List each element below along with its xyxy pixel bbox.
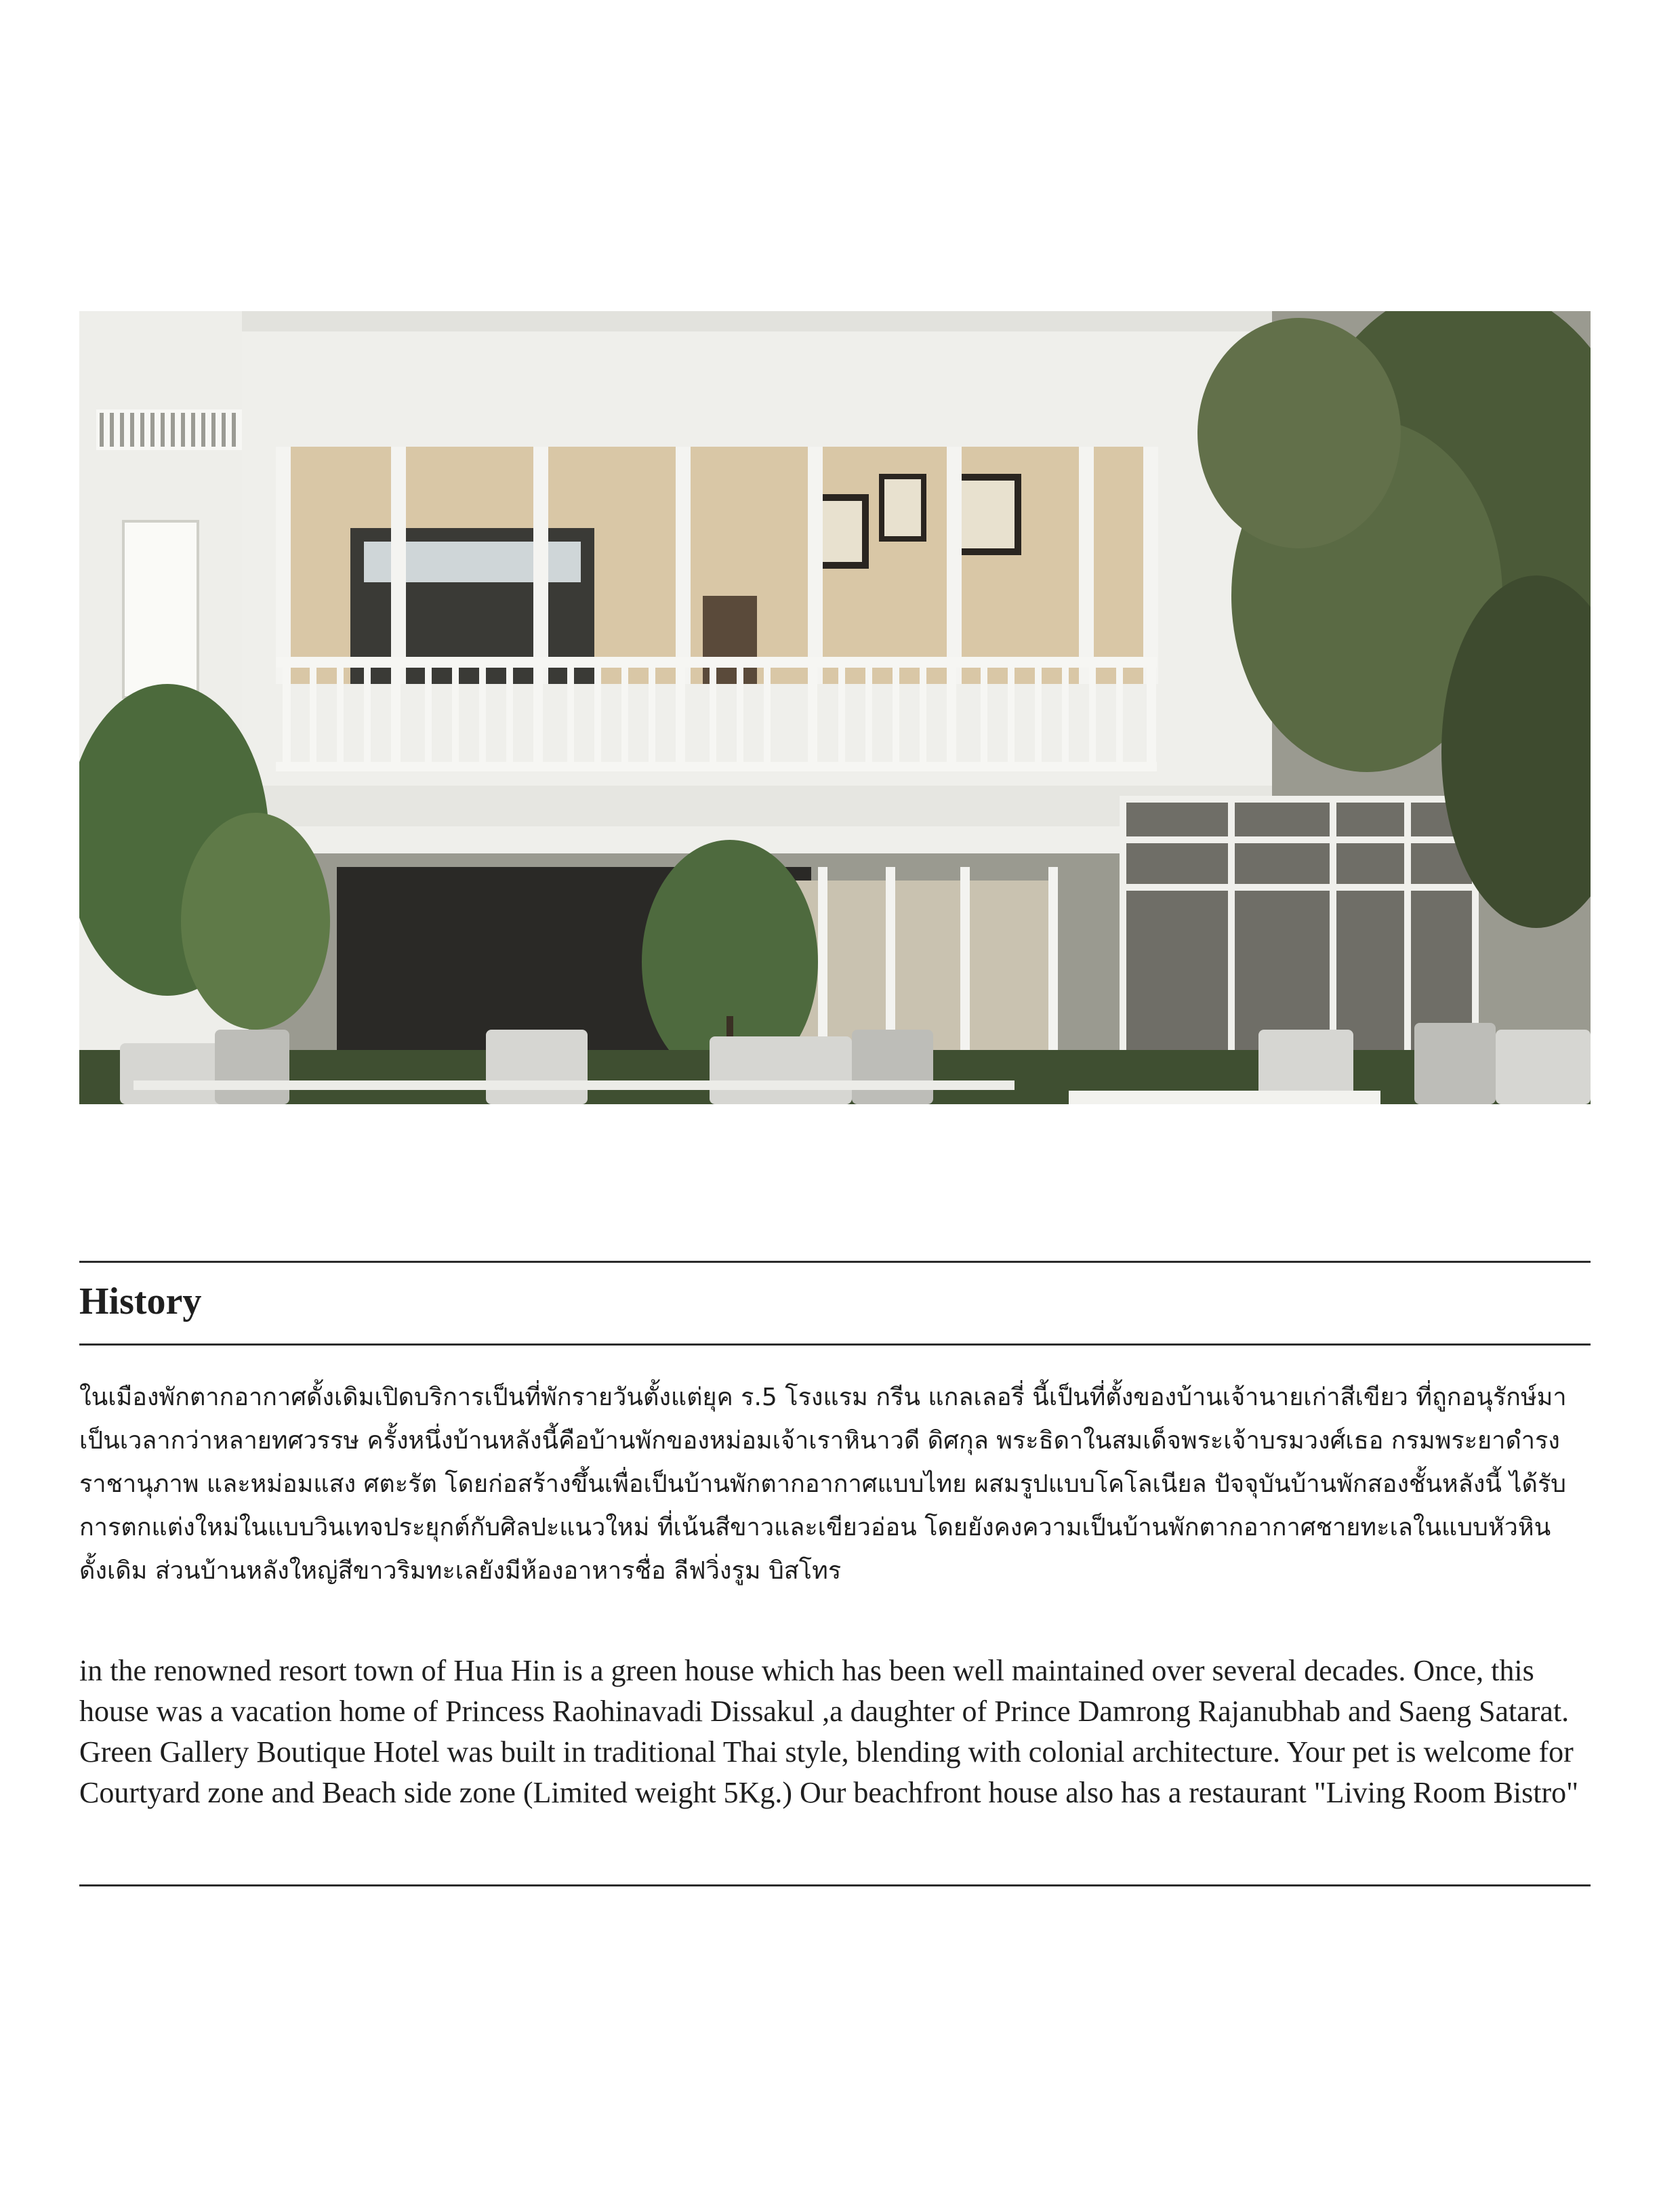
hotel-photo (79, 311, 1591, 1104)
history-paragraph-english: in the renowned resort town of Hua Hin is a green house which has been well maintained over several decades. Once, this house was a vacation home of Princess Raohinavadi Dissakul ,a daughter of Prince Damrong Rajanubhab and Saeng Satarat. Green Gallery Boutique Hotel was built in traditional Thai style, blending with colonial architecture. Your pet is welcome for Courtyard zone and Beach side zone (Limited weight 5Kg.) Our beachfront house also has a restaurant "Living Room Bistro" (79, 1654, 1579, 1809)
bottom-divider (79, 1884, 1591, 1886)
history-paragraph-thai: ในเมืองพักตากอากาศดั้งเดิมเปิดบริการเป็นที่พักรายวันตั้งแต่ยุค ร.5 โรงแรม กรีน แกลเลอรี่ นี้เป็นที่ตั้งของบ้านเจ้านายเก่าสีเขียว ที่ถูกอนุรักษ์มาเป็นเวลากว่าหลายทศวรรษ ครั้งหนึ่งบ้านหลังนี้คือบ้านพักของหม่อมเจ้าเราหินาวดี ดิศกุล พระธิดาในสมเด็จพระเจ้าบรมวงศ์เธอ กรมพระยาดำรงราชานุภาพ และหม่อมแสง ศตะรัต โดยก่อสร้างขึ้นเพื่อเป็นบ้านพักตากอากาศแบบไทย ผสมรูปแบบโคโลเนียล ปัจจุบันบ้านพักสองชั้นหลังนี้ ได้รับการตกแต่งใหม่ในแบบวินเทจประยุกต์กับศิลปะแนวใหม่ ที่เน้นสีขาวและเขียวอ่อน โดยยังคงความเป็นบ้านพักตากอากาศชายทะเลในแบบหัวหินดั้งเดิม ส่วนบ้านหลังใหญ่สีขาวริมทะเลยังมีห้องอาหารชื่อ ลีฟวิ่งรูม บิสโทร (79, 1383, 1567, 1585)
section-heading: History (79, 1280, 202, 1322)
hotel-illustration (79, 311, 1591, 1104)
heading-divider (79, 1343, 1591, 1346)
top-divider (79, 1261, 1591, 1263)
